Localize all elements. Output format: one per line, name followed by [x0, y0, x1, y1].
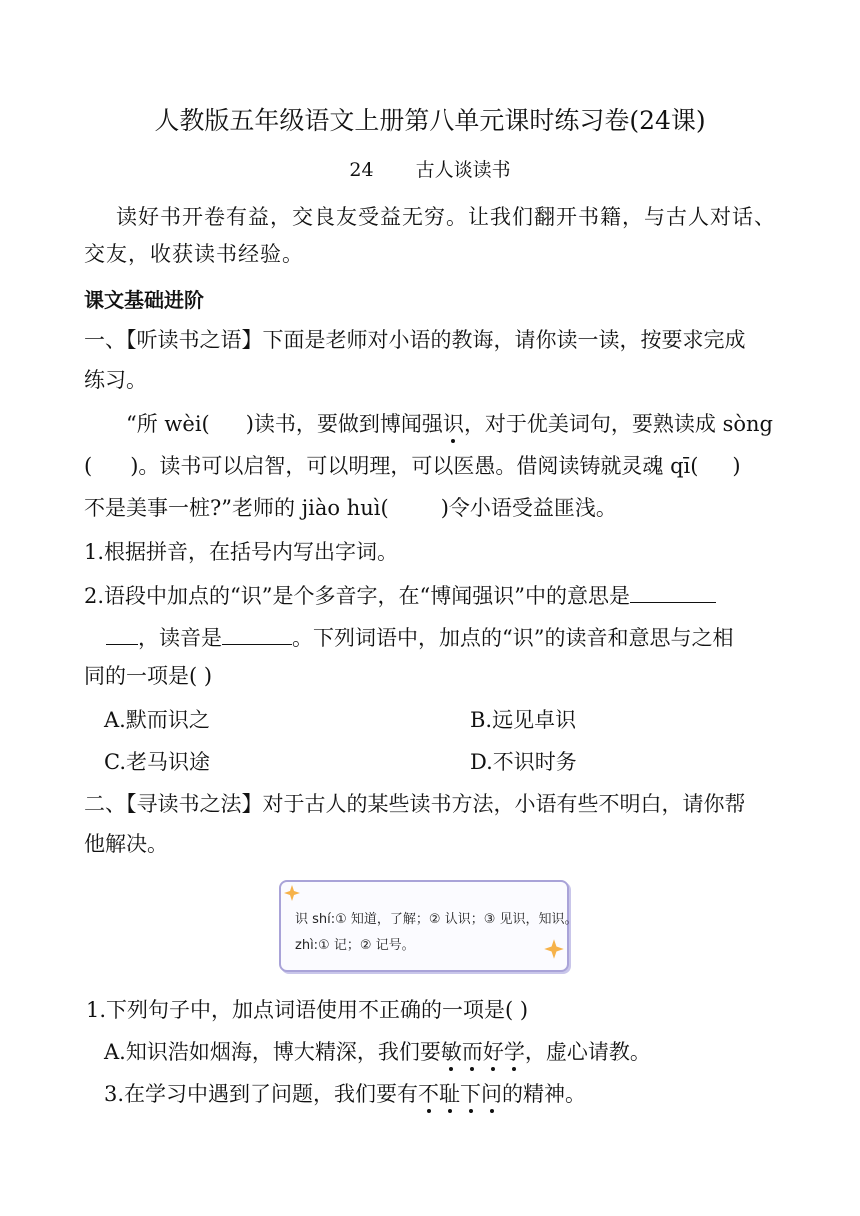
- dotted-char: 学: [503, 1040, 525, 1064]
- option-d[interactable]: D.不识时务: [470, 750, 577, 774]
- definition-row-zhi: zhì:① 记；② 记号。: [295, 938, 415, 953]
- option-text: 3.在学习中遇到了问题，我们要有: [104, 1082, 419, 1106]
- passage-text: )读书，要做到博闻强: [245, 412, 443, 436]
- option-text: A.知识浩如烟海，博大精深，我们要: [104, 1040, 441, 1064]
- q2-option-3[interactable]: [104, 1080, 586, 1108]
- q1-sub-2-line-1: [84, 580, 716, 610]
- dotted-char: 敏: [440, 1040, 462, 1064]
- sub2-text: ，读音是: [138, 626, 222, 650]
- lesson-name: 古人谈读书: [415, 159, 511, 181]
- sub2-text: 2.语段中加点的“识”是个多音字，在“博闻强识”中的意思是: [84, 584, 630, 608]
- passage-text: )令小语受益匪浅。: [440, 496, 617, 520]
- answer-blank[interactable]: [630, 580, 716, 603]
- q1-sub-2-line-2: [106, 622, 733, 652]
- passage-text: “所 wèi(: [126, 412, 210, 436]
- intro-line-1: 读好书开卷有益，交良友受益无穷。让我们翻开书籍，与古人对话、: [116, 205, 776, 229]
- q1-prompt-line-2: 练习。: [84, 368, 147, 392]
- definition-row-shi: 识 shí:① 知道，了解；② 认识；③ 见识，知识。: [295, 912, 578, 927]
- dotted-char: 而: [461, 1040, 483, 1064]
- page-title: 人教版五年级语文上册第八单元课时练习卷(24课): [154, 106, 706, 135]
- section-heading: 课文基础进阶: [84, 288, 204, 312]
- lesson-heading: [0, 156, 860, 184]
- q2-prompt-line-2: 他解决。: [84, 832, 168, 856]
- sparkle-icon: [283, 884, 301, 902]
- dotted-char: 问: [481, 1082, 503, 1106]
- dotted-char: 下: [460, 1082, 482, 1106]
- q1-sub-1: 1.根据拼音，在括号内写出字词。: [84, 540, 399, 564]
- option-text: 的精神。: [502, 1082, 587, 1106]
- q2-prompt-line-1: 二、【寻读书之法】对于古人的某些读书方法，小语有些不明白，请你帮: [84, 792, 746, 816]
- q2-sub-1: 1.下列句子中，加点词语使用不正确的一项是( ): [86, 998, 529, 1022]
- passage-text: )。读书可以启智，可以明理，可以医愚。借阅读铸就灵魂 qī(: [130, 454, 699, 478]
- lesson-number: 24: [349, 159, 374, 181]
- option-a[interactable]: A.默而识之: [104, 708, 210, 732]
- dotted-char: 识: [442, 412, 464, 436]
- dotted-char: 好: [482, 1040, 504, 1064]
- definition-card: [279, 880, 578, 972]
- q2-option-a[interactable]: [104, 1038, 651, 1066]
- option-b[interactable]: B.远见卓识: [470, 708, 577, 732]
- passage-line-1: [126, 410, 773, 438]
- passage-text: 不是美事一桩?”老师的 jiào huì(: [84, 496, 389, 520]
- passage-line-3: [84, 494, 617, 522]
- q1-sub-2-line-3: 同的一项是( ): [84, 664, 213, 688]
- answer-blank[interactable]: [222, 622, 292, 645]
- answer-blank[interactable]: [106, 622, 138, 645]
- passage-text: ，对于优美词句，要熟读成 sòng: [463, 412, 773, 436]
- option-c[interactable]: C.老马识途: [104, 750, 210, 774]
- dotted-char: 耻: [439, 1082, 461, 1106]
- intro-line-2: 交友，收获读书经验。: [84, 242, 304, 266]
- sparkle-icon: [543, 938, 565, 960]
- q1-prompt-line-1: 一、【听读书之语】下面是老师对小语的教诲，请你读一读，按要求完成: [84, 328, 746, 352]
- dotted-char: 不: [418, 1082, 440, 1106]
- option-text: ，虚心请教。: [524, 1040, 651, 1064]
- sub2-text: 。下列词语中，加点的“识”的读音和意思与之相: [292, 626, 734, 650]
- passage-text: (: [84, 454, 93, 478]
- passage-text: ): [732, 454, 741, 478]
- passage-line-2: [84, 452, 741, 480]
